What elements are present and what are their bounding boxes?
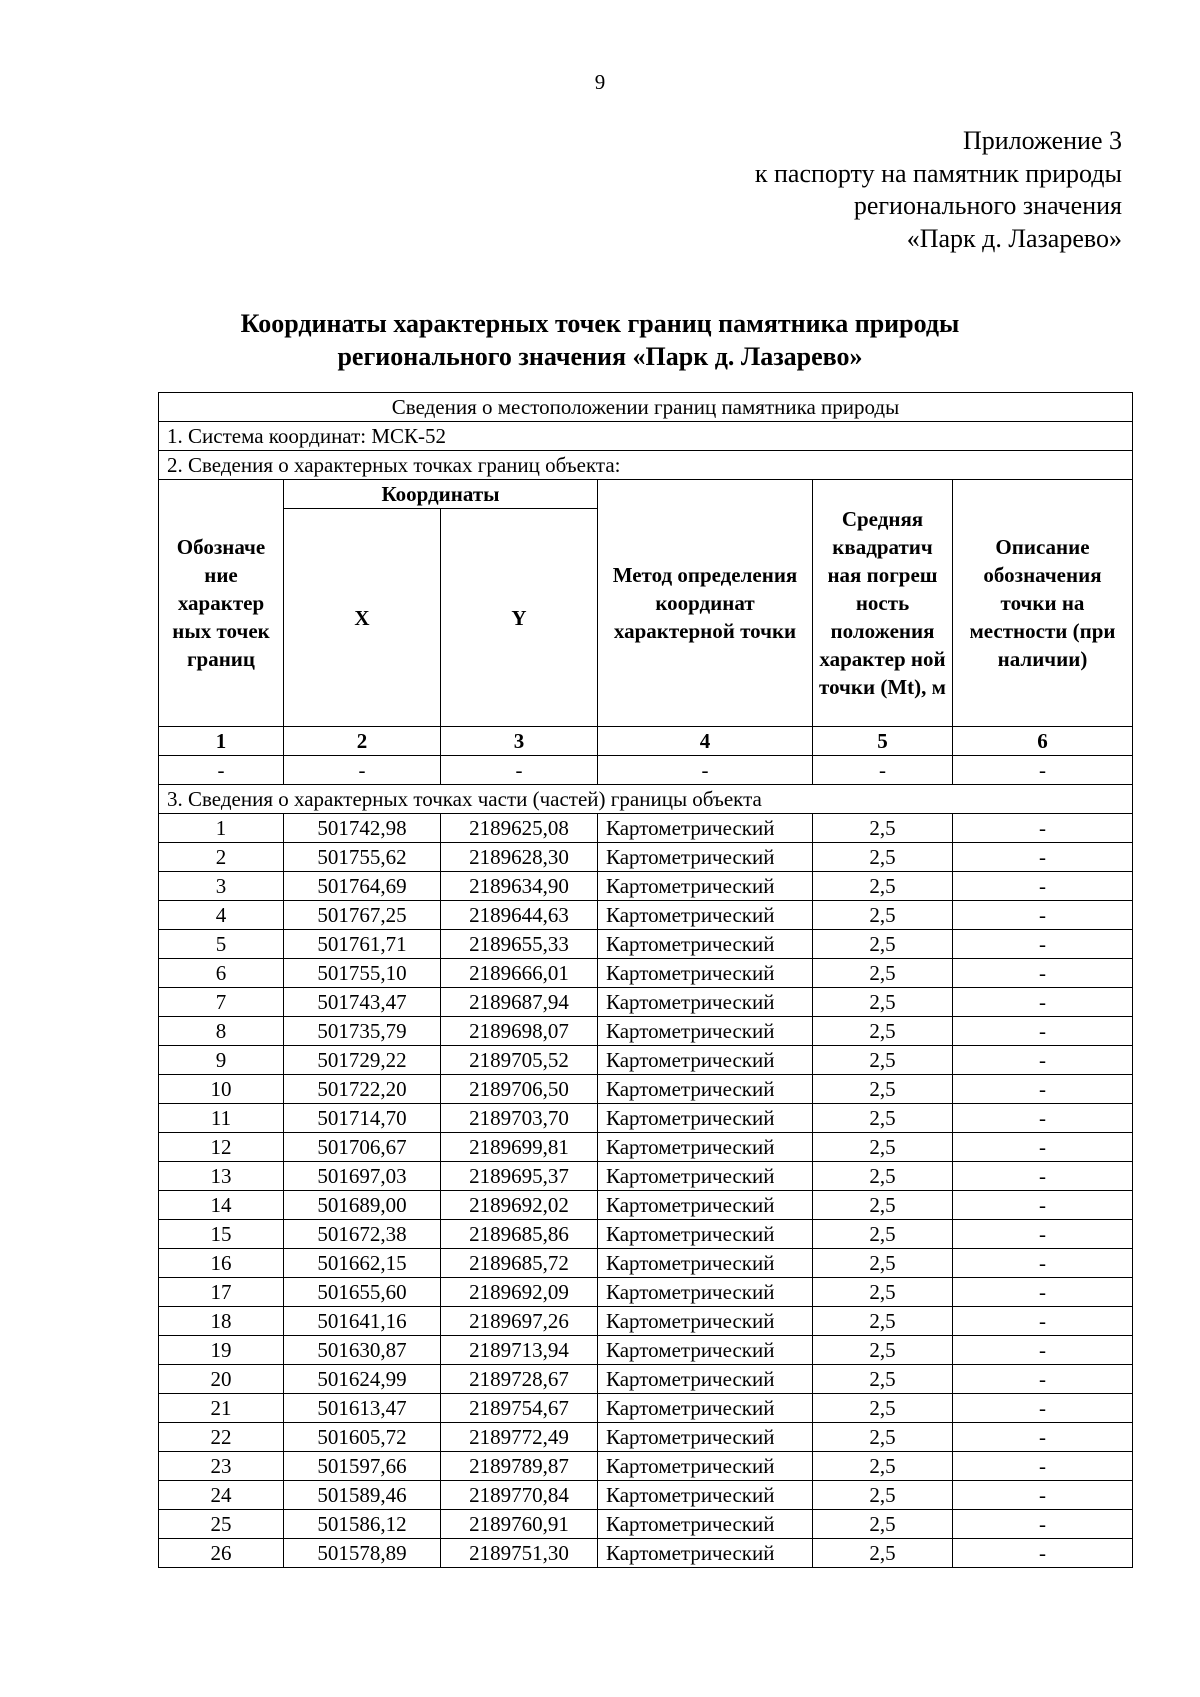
table-row — [159, 843, 1133, 872]
title-line: регионального значения «Парк д. Лазарево» — [337, 342, 863, 371]
method-cell: Картометрический — [598, 1452, 813, 1481]
method-cell: Картометрический — [598, 1481, 813, 1510]
x-coordinate-cell: 501672,38 — [284, 1220, 441, 1249]
point-number-cell: 2 — [159, 843, 284, 872]
table-cell: - — [598, 756, 813, 785]
y-coordinate-cell: 2189687,94 — [441, 988, 598, 1017]
column-number: 6 — [953, 727, 1133, 756]
point-number-cell: 3 — [159, 872, 284, 901]
description-cell: - — [953, 959, 1133, 988]
description-cell: - — [953, 872, 1133, 901]
mean-error-cell: 2,5 — [813, 1394, 953, 1423]
y-coordinate-cell: 2189697,26 — [441, 1307, 598, 1336]
appendix-line: к паспорту на памятник природы — [754, 158, 1122, 188]
method-cell: Картометрический — [598, 1162, 813, 1191]
table-row — [159, 901, 1133, 930]
table-row — [159, 1423, 1133, 1452]
description-cell: - — [953, 1365, 1133, 1394]
point-number-cell: 10 — [159, 1075, 284, 1104]
y-coordinate-cell: 2189685,86 — [441, 1220, 598, 1249]
table-cell: - — [953, 756, 1133, 785]
y-coordinate-cell: 2189644,63 — [441, 901, 598, 930]
method-cell: Картометрический — [598, 1423, 813, 1452]
coordinate-system: 1. Система координат: МСК-52 — [159, 422, 1133, 451]
mean-error-cell: 2,5 — [813, 1539, 953, 1568]
x-coordinate-cell: 501764,69 — [284, 872, 441, 901]
table-cell: - — [284, 756, 441, 785]
table-cell: - — [813, 756, 953, 785]
description-cell: - — [953, 1046, 1133, 1075]
section-object-points: 2. Сведения о характерных точках границ объекта: — [159, 451, 1133, 480]
point-number-cell: 26 — [159, 1539, 284, 1568]
method-cell: Картометрический — [598, 1394, 813, 1423]
point-number-cell: 23 — [159, 1452, 284, 1481]
y-coordinate-cell: 2189692,02 — [441, 1191, 598, 1220]
x-coordinate-cell: 501630,87 — [284, 1336, 441, 1365]
point-number-cell: 16 — [159, 1249, 284, 1278]
mean-error-cell: 2,5 — [813, 1452, 953, 1481]
point-number-cell: 19 — [159, 1336, 284, 1365]
method-cell: Картометрический — [598, 1075, 813, 1104]
x-coordinate-cell: 501697,03 — [284, 1162, 441, 1191]
y-coordinate-cell: 2189754,67 — [441, 1394, 598, 1423]
y-coordinate-cell: 2189728,67 — [441, 1365, 598, 1394]
y-coordinate-cell: 2189634,90 — [441, 872, 598, 901]
table-row — [159, 1510, 1133, 1539]
section-row — [159, 785, 1133, 814]
y-coordinate-cell: 2189685,72 — [441, 1249, 598, 1278]
x-coordinate-cell: 501761,71 — [284, 930, 441, 959]
column-number: 1 — [159, 727, 284, 756]
mean-error-cell: 2,5 — [813, 901, 953, 930]
mean-error-cell: 2,5 — [813, 1307, 953, 1336]
x-coordinate-cell: 501735,79 — [284, 1017, 441, 1046]
method-cell: Картометрический — [598, 872, 813, 901]
description-cell: - — [953, 1336, 1133, 1365]
point-number-cell: 7 — [159, 988, 284, 1017]
table-cell: - — [159, 756, 284, 785]
table-row — [159, 988, 1133, 1017]
header-point-designation: Обозначе ние характер ных точек границ — [159, 480, 284, 727]
mean-error-cell: 2,5 — [813, 959, 953, 988]
y-coordinate-cell: 2189789,87 — [441, 1452, 598, 1481]
table-row — [159, 1394, 1133, 1423]
description-cell: - — [953, 1162, 1133, 1191]
table-row — [159, 1104, 1133, 1133]
mean-error-cell: 2,5 — [813, 1278, 953, 1307]
description-cell: - — [953, 1307, 1133, 1336]
mean-error-cell: 2,5 — [813, 1046, 953, 1075]
header-coordinates: Координаты — [284, 480, 598, 509]
mean-error-cell: 2,5 — [813, 1191, 953, 1220]
mean-error-cell: 2,5 — [813, 1481, 953, 1510]
column-number: 4 — [598, 727, 813, 756]
mean-error-cell: 2,5 — [813, 1365, 953, 1394]
point-number-cell: 13 — [159, 1162, 284, 1191]
appendix-line: Приложение 3 — [962, 126, 1122, 155]
description-cell: - — [953, 901, 1133, 930]
mean-error-cell: 2,5 — [813, 1423, 953, 1452]
section-row — [159, 451, 1133, 480]
description-cell: - — [953, 1133, 1133, 1162]
description-cell: - — [953, 1104, 1133, 1133]
point-number-cell: 9 — [159, 1046, 284, 1075]
column-number: 5 — [813, 727, 953, 756]
document-title — [0, 307, 1200, 373]
appendix-reference — [755, 125, 1122, 255]
table-row — [159, 1017, 1133, 1046]
y-coordinate-cell: 2189705,52 — [441, 1046, 598, 1075]
table-row — [159, 1191, 1133, 1220]
method-cell: Картометрический — [598, 988, 813, 1017]
header-x: X — [284, 509, 441, 727]
header-y: Y — [441, 509, 598, 727]
description-cell: - — [953, 930, 1133, 959]
table-row — [159, 1249, 1133, 1278]
method-cell: Картометрический — [598, 1307, 813, 1336]
method-cell: Картометрический — [598, 1336, 813, 1365]
method-cell: Картометрический — [598, 1104, 813, 1133]
column-number: 3 — [441, 727, 598, 756]
y-coordinate-cell: 2189703,70 — [441, 1104, 598, 1133]
table-row — [159, 1539, 1133, 1568]
table-row — [159, 1307, 1133, 1336]
x-coordinate-cell: 501714,70 — [284, 1104, 441, 1133]
description-cell: - — [953, 1191, 1133, 1220]
description-cell: - — [953, 1394, 1133, 1423]
table-row — [159, 1162, 1133, 1191]
y-coordinate-cell: 2189751,30 — [441, 1539, 598, 1568]
point-number-cell: 25 — [159, 1510, 284, 1539]
y-coordinate-cell: 2189706,50 — [441, 1075, 598, 1104]
method-cell: Картометрический — [598, 901, 813, 930]
point-number-cell: 17 — [159, 1278, 284, 1307]
x-coordinate-cell: 501578,89 — [284, 1539, 441, 1568]
table-row — [159, 1133, 1133, 1162]
method-cell: Картометрический — [598, 959, 813, 988]
mean-error-cell: 2,5 — [813, 1075, 953, 1104]
description-cell: - — [953, 1510, 1133, 1539]
mean-error-cell: 2,5 — [813, 1220, 953, 1249]
x-coordinate-cell: 501755,10 — [284, 959, 441, 988]
x-coordinate-cell: 501722,20 — [284, 1075, 441, 1104]
method-cell: Картометрический — [598, 1220, 813, 1249]
title-line: Координаты характерных точек границ памятника природы — [240, 309, 960, 338]
table-row — [159, 1220, 1133, 1249]
mean-error-cell: 2,5 — [813, 1133, 953, 1162]
point-number-cell: 21 — [159, 1394, 284, 1423]
method-cell: Картометрический — [598, 1017, 813, 1046]
x-coordinate-cell: 501662,15 — [284, 1249, 441, 1278]
mean-error-cell: 2,5 — [813, 1104, 953, 1133]
coordinates-table — [158, 392, 1133, 1568]
table-caption: Сведения о местоположении границ памятника природы — [159, 393, 1133, 422]
description-cell: - — [953, 988, 1133, 1017]
description-cell: - — [953, 814, 1133, 843]
point-number-cell: 4 — [159, 901, 284, 930]
method-cell: Картометрический — [598, 1539, 813, 1568]
x-coordinate-cell: 501755,62 — [284, 843, 441, 872]
description-cell: - — [953, 1423, 1133, 1452]
table-row — [159, 1336, 1133, 1365]
method-cell: Картометрический — [598, 1133, 813, 1162]
method-cell: Картометрический — [598, 1278, 813, 1307]
x-coordinate-cell: 501767,25 — [284, 901, 441, 930]
y-coordinate-cell: 2189625,08 — [441, 814, 598, 843]
point-number-cell: 6 — [159, 959, 284, 988]
point-number-cell: 1 — [159, 814, 284, 843]
description-cell: - — [953, 1017, 1133, 1046]
point-number-cell: 5 — [159, 930, 284, 959]
table-row — [159, 1278, 1133, 1307]
table-cell: - — [441, 756, 598, 785]
method-cell: Картометрический — [598, 1191, 813, 1220]
description-cell: - — [953, 1249, 1133, 1278]
mean-error-cell: 2,5 — [813, 1162, 953, 1191]
point-number-cell: 8 — [159, 1017, 284, 1046]
point-number-cell: 15 — [159, 1220, 284, 1249]
header-method: Метод определения координат характерной точки — [598, 480, 813, 727]
y-coordinate-cell: 2189760,91 — [441, 1510, 598, 1539]
point-number-cell: 22 — [159, 1423, 284, 1452]
table-row — [159, 1075, 1133, 1104]
method-cell: Картометрический — [598, 1365, 813, 1394]
point-number-cell: 14 — [159, 1191, 284, 1220]
point-number-cell: 11 — [159, 1104, 284, 1133]
section-part-points: 3. Сведения о характерных точках части (частей) границы объекта — [159, 785, 1133, 814]
mean-error-cell: 2,5 — [813, 1510, 953, 1539]
table-row — [159, 1365, 1133, 1394]
table-row — [159, 814, 1133, 843]
x-coordinate-cell: 501589,46 — [284, 1481, 441, 1510]
page-number: 9 — [594, 70, 606, 94]
y-coordinate-cell: 2189655,33 — [441, 930, 598, 959]
x-coordinate-cell: 501586,12 — [284, 1510, 441, 1539]
column-number: 2 — [284, 727, 441, 756]
x-coordinate-cell: 501641,16 — [284, 1307, 441, 1336]
description-cell: - — [953, 1278, 1133, 1307]
description-cell: - — [953, 1220, 1133, 1249]
table-row — [159, 959, 1133, 988]
point-number-cell: 24 — [159, 1481, 284, 1510]
x-coordinate-cell: 501613,47 — [284, 1394, 441, 1423]
table-row — [159, 930, 1133, 959]
table-row — [159, 872, 1133, 901]
x-coordinate-cell: 501689,00 — [284, 1191, 441, 1220]
x-coordinate-cell: 501655,60 — [284, 1278, 441, 1307]
header-mean-error: Средняя квадратич ная погреш ность положения характер ной точки (Mt), м — [813, 480, 953, 727]
method-cell: Картометрический — [598, 814, 813, 843]
description-cell: - — [953, 1075, 1133, 1104]
mean-error-cell: 2,5 — [813, 1249, 953, 1278]
x-coordinate-cell: 501743,47 — [284, 988, 441, 1017]
x-coordinate-cell: 501729,22 — [284, 1046, 441, 1075]
section-row — [159, 422, 1133, 451]
x-coordinate-cell: 501605,72 — [284, 1423, 441, 1452]
column-number-row — [159, 727, 1133, 756]
point-number-cell: 12 — [159, 1133, 284, 1162]
point-number-cell: 20 — [159, 1365, 284, 1394]
y-coordinate-cell: 2189699,81 — [441, 1133, 598, 1162]
header-description: Описание обозначения точки на местности (при наличии) — [953, 480, 1133, 727]
method-cell: Картометрический — [598, 1046, 813, 1075]
y-coordinate-cell: 2189695,37 — [441, 1162, 598, 1191]
y-coordinate-cell: 2189713,94 — [441, 1336, 598, 1365]
description-cell: - — [953, 843, 1133, 872]
description-cell: - — [953, 1539, 1133, 1568]
x-coordinate-cell: 501742,98 — [284, 814, 441, 843]
x-coordinate-cell: 501706,67 — [284, 1133, 441, 1162]
y-coordinate-cell: 2189692,09 — [441, 1278, 598, 1307]
point-number-cell: 18 — [159, 1307, 284, 1336]
method-cell: Картометрический — [598, 930, 813, 959]
header-row — [159, 480, 1133, 509]
description-cell: - — [953, 1481, 1133, 1510]
y-coordinate-cell: 2189772,49 — [441, 1423, 598, 1452]
method-cell: Картометрический — [598, 1249, 813, 1278]
table-row — [159, 1481, 1133, 1510]
y-coordinate-cell: 2189666,01 — [441, 959, 598, 988]
appendix-line: регионального значения — [853, 191, 1122, 220]
x-coordinate-cell: 501624,99 — [284, 1365, 441, 1394]
mean-error-cell: 2,5 — [813, 1336, 953, 1365]
mean-error-cell: 2,5 — [813, 930, 953, 959]
mean-error-cell: 2,5 — [813, 872, 953, 901]
method-cell: Картометрический — [598, 1510, 813, 1539]
y-coordinate-cell: 2189628,30 — [441, 843, 598, 872]
y-coordinate-cell: 2189770,84 — [441, 1481, 598, 1510]
y-coordinate-cell: 2189698,07 — [441, 1017, 598, 1046]
table-row — [159, 1452, 1133, 1481]
mean-error-cell: 2,5 — [813, 843, 953, 872]
x-coordinate-cell: 501597,66 — [284, 1452, 441, 1481]
mean-error-cell: 2,5 — [813, 988, 953, 1017]
appendix-line: «Парк д. Лазарево» — [906, 223, 1122, 253]
mean-error-cell: 2,5 — [813, 1017, 953, 1046]
description-cell: - — [953, 1452, 1133, 1481]
table-caption-row — [159, 393, 1133, 422]
table-row — [159, 756, 1133, 785]
table-row — [159, 1046, 1133, 1075]
mean-error-cell: 2,5 — [813, 814, 953, 843]
method-cell: Картометрический — [598, 843, 813, 872]
